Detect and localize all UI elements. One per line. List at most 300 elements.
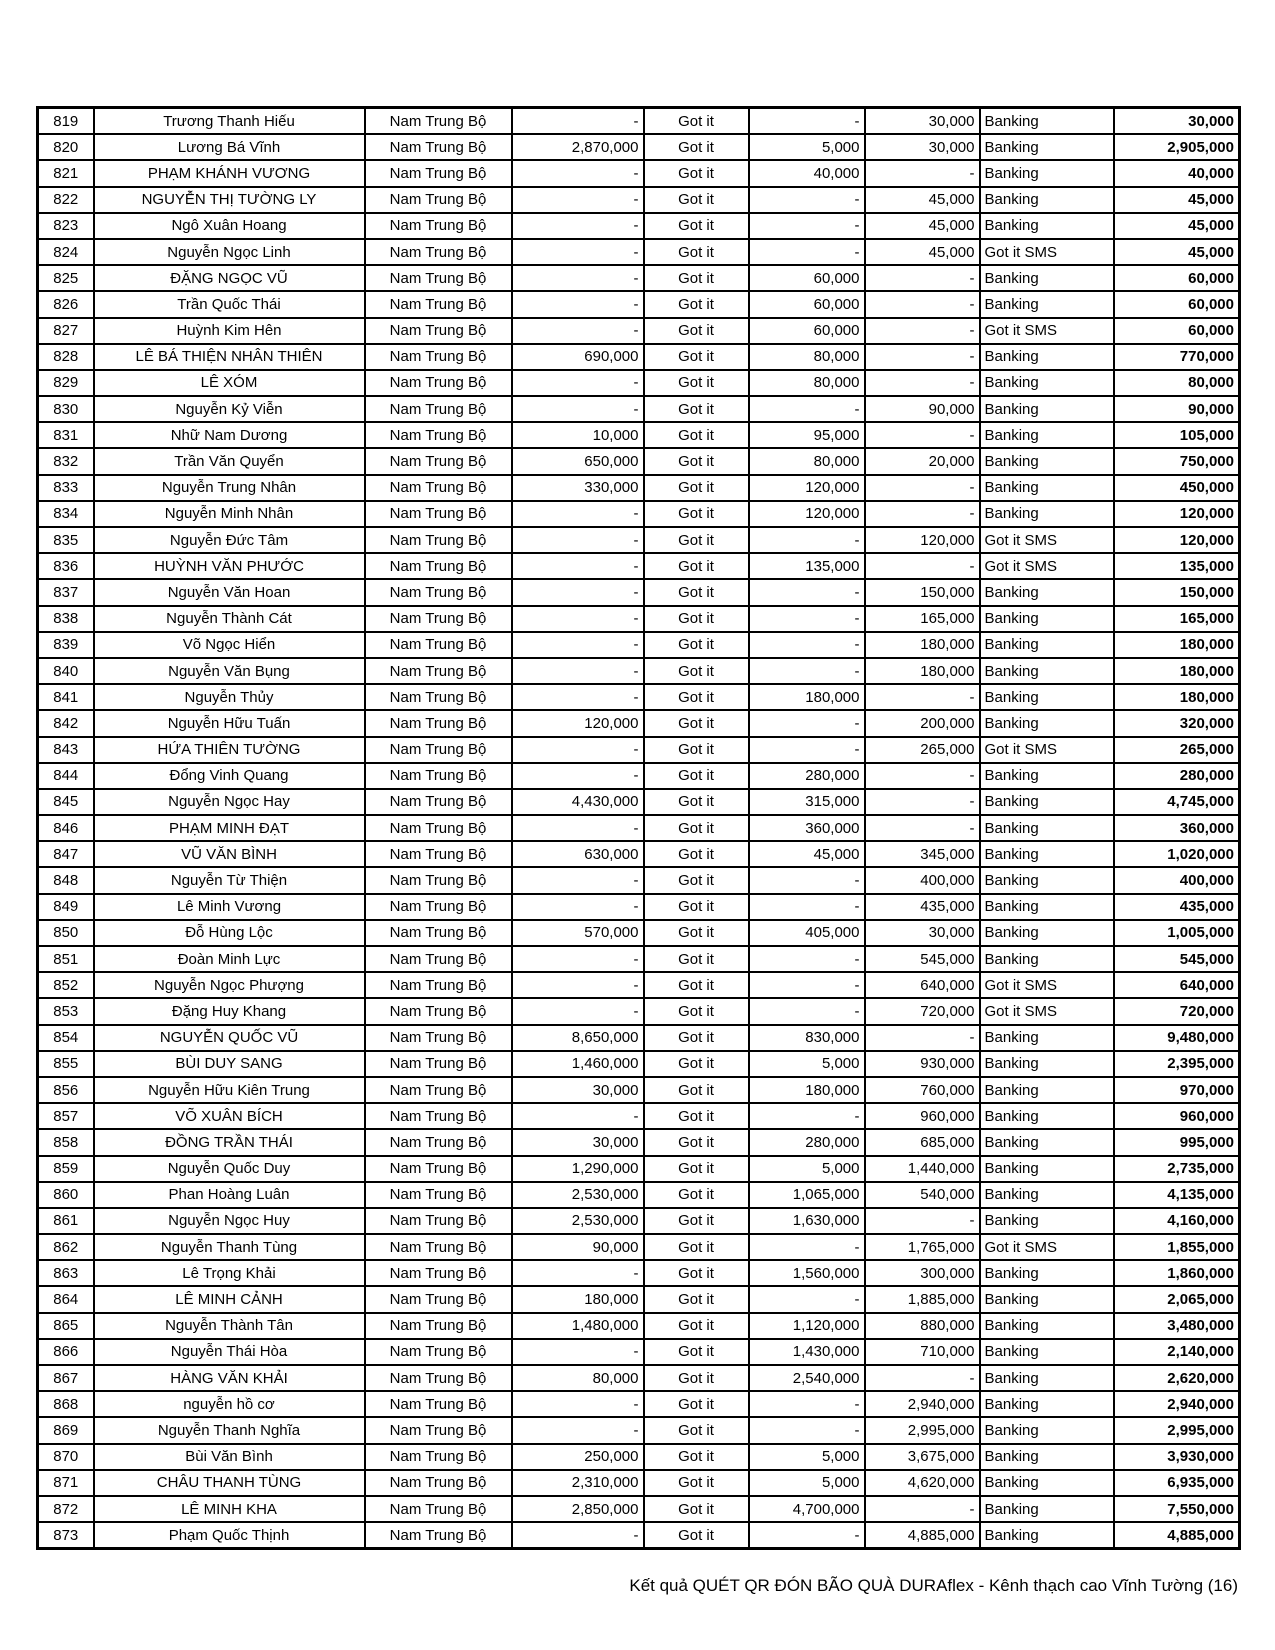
row-number-cell: 840 — [38, 658, 94, 684]
region-cell: Nam Trung Bộ — [365, 1182, 512, 1208]
name-cell: Nguyễn Thành Cát — [94, 606, 365, 632]
name-cell: BÙI DUY SANG — [94, 1051, 365, 1077]
scan-amount-cell: 1,480,000 — [512, 1313, 644, 1339]
bonus-amount-2-cell: 880,000 — [865, 1313, 980, 1339]
scan-amount-cell: - — [512, 972, 644, 998]
bonus-amount-1-cell: - — [749, 606, 865, 632]
table-row — [38, 1496, 1240, 1522]
name-cell: Nguyễn Văn Bụng — [94, 658, 365, 684]
region-cell: Nam Trung Bộ — [365, 1025, 512, 1051]
status-cell: Got it — [644, 344, 749, 370]
payment-method-cell: Banking — [980, 1444, 1114, 1470]
row-number-cell: 864 — [38, 1286, 94, 1312]
row-number-cell: 830 — [38, 396, 94, 422]
row-number-cell: 838 — [38, 606, 94, 632]
status-cell: Got it — [644, 894, 749, 920]
bonus-amount-1-cell: 120,000 — [749, 475, 865, 501]
bonus-amount-2-cell: - — [865, 265, 980, 291]
bonus-amount-1-cell: 180,000 — [749, 684, 865, 710]
name-cell: Nguyễn Văn Hoan — [94, 579, 365, 605]
table-row — [38, 108, 1240, 135]
table-row — [38, 1444, 1240, 1470]
payment-method-cell: Banking — [980, 1156, 1114, 1182]
status-cell: Got it — [644, 370, 749, 396]
name-cell: PHẠM KHÁNH VƯƠNG — [94, 160, 365, 186]
row-number-cell: 835 — [38, 527, 94, 553]
name-cell: Nguyễn Thanh Nghĩa — [94, 1417, 365, 1443]
scan-amount-cell: - — [512, 815, 644, 841]
name-cell: HUỲNH VĂN PHƯỚC — [94, 553, 365, 579]
bonus-amount-1-cell: - — [749, 1286, 865, 1312]
scan-amount-cell: 330,000 — [512, 475, 644, 501]
table-row — [38, 1129, 1240, 1155]
region-cell: Nam Trung Bộ — [365, 1365, 512, 1391]
bonus-amount-2-cell: 45,000 — [865, 239, 980, 265]
total-amount-cell: 150,000 — [1114, 579, 1240, 605]
total-amount-cell: 1,020,000 — [1114, 841, 1240, 867]
status-cell: Got it — [644, 1077, 749, 1103]
status-cell: Got it — [644, 1365, 749, 1391]
region-cell: Nam Trung Bộ — [365, 1103, 512, 1129]
total-amount-cell: 970,000 — [1114, 1077, 1240, 1103]
bonus-amount-1-cell: 1,065,000 — [749, 1182, 865, 1208]
bonus-amount-1-cell: - — [749, 527, 865, 553]
bonus-amount-1-cell: - — [749, 946, 865, 972]
name-cell: Bùi Văn Bình — [94, 1444, 365, 1470]
scan-amount-cell: 650,000 — [512, 448, 644, 474]
name-cell: Trần Quốc Thái — [94, 291, 365, 317]
name-cell: Nguyễn Trung Nhân — [94, 475, 365, 501]
payment-method-cell: Banking — [980, 579, 1114, 605]
status-cell: Got it — [644, 160, 749, 186]
total-amount-cell: 320,000 — [1114, 710, 1240, 736]
status-cell: Got it — [644, 1470, 749, 1496]
row-number-cell: 833 — [38, 475, 94, 501]
table-row — [38, 1208, 1240, 1234]
bonus-amount-2-cell: 2,995,000 — [865, 1417, 980, 1443]
payment-method-cell: Banking — [980, 422, 1114, 448]
table-row — [38, 344, 1240, 370]
bonus-amount-2-cell: - — [865, 318, 980, 344]
scan-amount-cell: - — [512, 1260, 644, 1286]
name-cell: Nguyễn Thành Tân — [94, 1313, 365, 1339]
table-row — [38, 658, 1240, 684]
region-cell: Nam Trung Bộ — [365, 187, 512, 213]
region-cell: Nam Trung Bộ — [365, 972, 512, 998]
table-row — [38, 370, 1240, 396]
total-amount-cell: 60,000 — [1114, 291, 1240, 317]
table-row — [38, 265, 1240, 291]
status-cell: Got it — [644, 1156, 749, 1182]
region-cell: Nam Trung Bộ — [365, 213, 512, 239]
bonus-amount-2-cell: 640,000 — [865, 972, 980, 998]
region-cell: Nam Trung Bộ — [365, 763, 512, 789]
bonus-amount-1-cell: - — [749, 579, 865, 605]
status-cell: Got it — [644, 213, 749, 239]
bonus-amount-1-cell: 180,000 — [749, 1077, 865, 1103]
payment-method-cell: Banking — [980, 265, 1114, 291]
region-cell: Nam Trung Bộ — [365, 815, 512, 841]
bonus-amount-2-cell: 265,000 — [865, 737, 980, 763]
row-number-cell: 853 — [38, 998, 94, 1024]
row-number-cell: 871 — [38, 1470, 94, 1496]
payment-method-cell: Banking — [980, 710, 1114, 736]
bonus-amount-2-cell: 540,000 — [865, 1182, 980, 1208]
payment-method-cell: Banking — [980, 1129, 1114, 1155]
name-cell: ĐỒNG TRẦN THÁI — [94, 1129, 365, 1155]
status-cell: Got it — [644, 291, 749, 317]
bonus-amount-1-cell: 40,000 — [749, 160, 865, 186]
payment-method-cell: Banking — [980, 475, 1114, 501]
region-cell: Nam Trung Bộ — [365, 1077, 512, 1103]
row-number-cell: 865 — [38, 1313, 94, 1339]
scan-amount-cell: 180,000 — [512, 1286, 644, 1312]
total-amount-cell: 120,000 — [1114, 527, 1240, 553]
bonus-amount-2-cell: 30,000 — [865, 108, 980, 135]
scan-amount-cell: 250,000 — [512, 1444, 644, 1470]
region-cell: Nam Trung Bộ — [365, 867, 512, 893]
results-table — [36, 106, 1241, 1550]
row-number-cell: 839 — [38, 632, 94, 658]
table-row — [38, 1470, 1240, 1496]
table-row — [38, 998, 1240, 1024]
region-cell: Nam Trung Bộ — [365, 658, 512, 684]
bonus-amount-1-cell: - — [749, 1417, 865, 1443]
region-cell: Nam Trung Bộ — [365, 998, 512, 1024]
payment-method-cell: Banking — [980, 160, 1114, 186]
row-number-cell: 825 — [38, 265, 94, 291]
total-amount-cell: 180,000 — [1114, 658, 1240, 684]
row-number-cell: 843 — [38, 737, 94, 763]
bonus-amount-2-cell: 400,000 — [865, 867, 980, 893]
region-cell: Nam Trung Bộ — [365, 527, 512, 553]
bonus-amount-1-cell: 2,540,000 — [749, 1365, 865, 1391]
row-number-cell: 851 — [38, 946, 94, 972]
status-cell: Got it — [644, 579, 749, 605]
name-cell: Trần Văn Quyển — [94, 448, 365, 474]
name-cell: Phan Hoàng Luân — [94, 1182, 365, 1208]
name-cell: PHẠM MINH ĐẠT — [94, 815, 365, 841]
scan-amount-cell: 1,290,000 — [512, 1156, 644, 1182]
payment-method-cell: Banking — [980, 448, 1114, 474]
table-row — [38, 1025, 1240, 1051]
bonus-amount-1-cell: - — [749, 632, 865, 658]
bonus-amount-2-cell: 4,885,000 — [865, 1522, 980, 1549]
table-row — [38, 422, 1240, 448]
table-row — [38, 1339, 1240, 1365]
payment-method-cell: Banking — [980, 396, 1114, 422]
scan-amount-cell: 1,460,000 — [512, 1051, 644, 1077]
status-cell: Got it — [644, 134, 749, 160]
payment-method-cell: Banking — [980, 1391, 1114, 1417]
bonus-amount-2-cell: - — [865, 501, 980, 527]
row-number-cell: 828 — [38, 344, 94, 370]
region-cell: Nam Trung Bộ — [365, 1129, 512, 1155]
table-row — [38, 291, 1240, 317]
payment-method-cell: Banking — [980, 1365, 1114, 1391]
scan-amount-cell: - — [512, 370, 644, 396]
bonus-amount-2-cell: - — [865, 475, 980, 501]
bonus-amount-2-cell: - — [865, 1496, 980, 1522]
table-row — [38, 606, 1240, 632]
bonus-amount-1-cell: - — [749, 1103, 865, 1129]
table-row — [38, 737, 1240, 763]
scan-amount-cell: - — [512, 553, 644, 579]
name-cell: Nguyễn Ngọc Huy — [94, 1208, 365, 1234]
scan-amount-cell: - — [512, 579, 644, 605]
region-cell: Nam Trung Bộ — [365, 265, 512, 291]
total-amount-cell: 135,000 — [1114, 553, 1240, 579]
payment-method-cell: Banking — [980, 1077, 1114, 1103]
table-row — [38, 972, 1240, 998]
payment-method-cell: Got it SMS — [980, 972, 1114, 998]
region-cell: Nam Trung Bộ — [365, 1051, 512, 1077]
payment-method-cell: Banking — [980, 1522, 1114, 1549]
total-amount-cell: 1,855,000 — [1114, 1234, 1240, 1260]
status-cell: Got it — [644, 1025, 749, 1051]
table-row — [38, 763, 1240, 789]
payment-method-cell: Banking — [980, 841, 1114, 867]
name-cell: Nguyễn Ngọc Linh — [94, 239, 365, 265]
scan-amount-cell: - — [512, 187, 644, 213]
status-cell: Got it — [644, 553, 749, 579]
name-cell: Đổng Vinh Quang — [94, 763, 365, 789]
total-amount-cell: 435,000 — [1114, 894, 1240, 920]
total-amount-cell: 2,395,000 — [1114, 1051, 1240, 1077]
results-table-body — [38, 108, 1240, 1549]
scan-amount-cell: - — [512, 239, 644, 265]
status-cell: Got it — [644, 684, 749, 710]
row-number-cell: 852 — [38, 972, 94, 998]
region-cell: Nam Trung Bộ — [365, 239, 512, 265]
payment-method-cell: Banking — [980, 1286, 1114, 1312]
bonus-amount-2-cell: - — [865, 553, 980, 579]
bonus-amount-1-cell: - — [749, 396, 865, 422]
payment-method-cell: Got it SMS — [980, 527, 1114, 553]
total-amount-cell: 3,930,000 — [1114, 1444, 1240, 1470]
total-amount-cell: 4,885,000 — [1114, 1522, 1240, 1549]
name-cell: LÊ BÁ THIỆN NHÂN THIÊN — [94, 344, 365, 370]
bonus-amount-1-cell: - — [749, 187, 865, 213]
bonus-amount-2-cell: - — [865, 160, 980, 186]
scan-amount-cell: - — [512, 160, 644, 186]
bonus-amount-1-cell: 315,000 — [749, 789, 865, 815]
bonus-amount-1-cell: - — [749, 737, 865, 763]
bonus-amount-2-cell: 760,000 — [865, 1077, 980, 1103]
bonus-amount-1-cell: 5,000 — [749, 1470, 865, 1496]
name-cell: VŨ VĂN BÌNH — [94, 841, 365, 867]
table-row — [38, 1286, 1240, 1312]
bonus-amount-1-cell: 5,000 — [749, 134, 865, 160]
bonus-amount-1-cell: - — [749, 239, 865, 265]
status-cell: Got it — [644, 920, 749, 946]
payment-method-cell: Banking — [980, 108, 1114, 135]
region-cell: Nam Trung Bộ — [365, 1234, 512, 1260]
bonus-amount-1-cell: - — [749, 1234, 865, 1260]
region-cell: Nam Trung Bộ — [365, 1286, 512, 1312]
row-number-cell: 844 — [38, 763, 94, 789]
status-cell: Got it — [644, 318, 749, 344]
scan-amount-cell: 2,870,000 — [512, 134, 644, 160]
region-cell: Nam Trung Bộ — [365, 946, 512, 972]
bonus-amount-1-cell: 5,000 — [749, 1156, 865, 1182]
status-cell: Got it — [644, 475, 749, 501]
region-cell: Nam Trung Bộ — [365, 1208, 512, 1234]
region-cell: Nam Trung Bộ — [365, 1417, 512, 1443]
table-row — [38, 527, 1240, 553]
scan-amount-cell: 2,530,000 — [512, 1182, 644, 1208]
region-cell: Nam Trung Bộ — [365, 134, 512, 160]
status-cell: Got it — [644, 1522, 749, 1549]
region-cell: Nam Trung Bộ — [365, 1313, 512, 1339]
bonus-amount-1-cell: 280,000 — [749, 1129, 865, 1155]
table-row — [38, 1182, 1240, 1208]
payment-method-cell: Banking — [980, 789, 1114, 815]
region-cell: Nam Trung Bộ — [365, 710, 512, 736]
scan-amount-cell: 8,650,000 — [512, 1025, 644, 1051]
scan-amount-cell: - — [512, 763, 644, 789]
region-cell: Nam Trung Bộ — [365, 396, 512, 422]
total-amount-cell: 3,480,000 — [1114, 1313, 1240, 1339]
name-cell: Đoàn Minh Lực — [94, 946, 365, 972]
row-number-cell: 842 — [38, 710, 94, 736]
status-cell: Got it — [644, 1051, 749, 1077]
bonus-amount-1-cell: 95,000 — [749, 422, 865, 448]
payment-method-cell: Banking — [980, 867, 1114, 893]
total-amount-cell: 750,000 — [1114, 448, 1240, 474]
row-number-cell: 831 — [38, 422, 94, 448]
table-row — [38, 1051, 1240, 1077]
total-amount-cell: 2,735,000 — [1114, 1156, 1240, 1182]
bonus-amount-2-cell: 685,000 — [865, 1129, 980, 1155]
payment-method-cell: Got it SMS — [980, 318, 1114, 344]
name-cell: LÊ MINH KHA — [94, 1496, 365, 1522]
status-cell: Got it — [644, 1313, 749, 1339]
bonus-amount-1-cell: - — [749, 867, 865, 893]
total-amount-cell: 280,000 — [1114, 763, 1240, 789]
total-amount-cell: 9,480,000 — [1114, 1025, 1240, 1051]
region-cell: Nam Trung Bộ — [365, 1260, 512, 1286]
scan-amount-cell: - — [512, 998, 644, 1024]
bonus-amount-2-cell: 20,000 — [865, 448, 980, 474]
region-cell: Nam Trung Bộ — [365, 632, 512, 658]
payment-method-cell: Banking — [980, 187, 1114, 213]
total-amount-cell: 40,000 — [1114, 160, 1240, 186]
scan-amount-cell: - — [512, 291, 644, 317]
total-amount-cell: 400,000 — [1114, 867, 1240, 893]
status-cell: Got it — [644, 396, 749, 422]
bonus-amount-2-cell: - — [865, 815, 980, 841]
bonus-amount-1-cell: - — [749, 1522, 865, 1549]
name-cell: Lê Trọng Khải — [94, 1260, 365, 1286]
row-number-cell: 850 — [38, 920, 94, 946]
table-row — [38, 684, 1240, 710]
total-amount-cell: 450,000 — [1114, 475, 1240, 501]
name-cell: Phạm Quốc Thịnh — [94, 1522, 365, 1549]
table-row — [38, 448, 1240, 474]
table-row — [38, 1156, 1240, 1182]
payment-method-cell: Banking — [980, 1417, 1114, 1443]
bonus-amount-1-cell: 60,000 — [749, 318, 865, 344]
status-cell: Got it — [644, 632, 749, 658]
bonus-amount-2-cell: 930,000 — [865, 1051, 980, 1077]
name-cell: nguyễn hồ cơ — [94, 1391, 365, 1417]
scan-amount-cell: - — [512, 108, 644, 135]
table-row — [38, 134, 1240, 160]
row-number-cell: 837 — [38, 579, 94, 605]
bonus-amount-2-cell: 30,000 — [865, 134, 980, 160]
total-amount-cell: 120,000 — [1114, 501, 1240, 527]
payment-method-cell: Banking — [980, 632, 1114, 658]
status-cell: Got it — [644, 972, 749, 998]
payment-method-cell: Banking — [980, 894, 1114, 920]
total-amount-cell: 6,935,000 — [1114, 1470, 1240, 1496]
payment-method-cell: Banking — [980, 1208, 1114, 1234]
bonus-amount-2-cell: - — [865, 291, 980, 317]
table-row — [38, 1391, 1240, 1417]
row-number-cell: 819 — [38, 108, 94, 135]
bonus-amount-2-cell: 180,000 — [865, 658, 980, 684]
payment-method-cell: Got it SMS — [980, 998, 1114, 1024]
bonus-amount-2-cell: 4,620,000 — [865, 1470, 980, 1496]
region-cell: Nam Trung Bộ — [365, 160, 512, 186]
name-cell: Đặng Huy Khang — [94, 998, 365, 1024]
payment-method-cell: Banking — [980, 1260, 1114, 1286]
bonus-amount-1-cell: 135,000 — [749, 553, 865, 579]
total-amount-cell: 45,000 — [1114, 239, 1240, 265]
total-amount-cell: 640,000 — [1114, 972, 1240, 998]
name-cell: Nguyễn Đức Tâm — [94, 527, 365, 553]
row-number-cell: 836 — [38, 553, 94, 579]
bonus-amount-2-cell: 1,885,000 — [865, 1286, 980, 1312]
status-cell: Got it — [644, 867, 749, 893]
region-cell: Nam Trung Bộ — [365, 684, 512, 710]
row-number-cell: 847 — [38, 841, 94, 867]
total-amount-cell: 2,620,000 — [1114, 1365, 1240, 1391]
status-cell: Got it — [644, 763, 749, 789]
bonus-amount-2-cell: 1,440,000 — [865, 1156, 980, 1182]
row-number-cell: 858 — [38, 1129, 94, 1155]
status-cell: Got it — [644, 239, 749, 265]
scan-amount-cell: - — [512, 632, 644, 658]
status-cell: Got it — [644, 737, 749, 763]
scan-amount-cell: - — [512, 606, 644, 632]
name-cell: HÀNG VĂN KHẢI — [94, 1365, 365, 1391]
row-number-cell: 860 — [38, 1182, 94, 1208]
total-amount-cell: 2,940,000 — [1114, 1391, 1240, 1417]
name-cell: Nguyễn Ngọc Phượng — [94, 972, 365, 998]
scan-amount-cell: 90,000 — [512, 1234, 644, 1260]
status-cell: Got it — [644, 265, 749, 291]
row-number-cell: 822 — [38, 187, 94, 213]
payment-method-cell: Got it SMS — [980, 553, 1114, 579]
payment-method-cell: Banking — [980, 134, 1114, 160]
total-amount-cell: 4,135,000 — [1114, 1182, 1240, 1208]
region-cell: Nam Trung Bộ — [365, 344, 512, 370]
scan-amount-cell: - — [512, 894, 644, 920]
total-amount-cell: 165,000 — [1114, 606, 1240, 632]
status-cell: Got it — [644, 1129, 749, 1155]
scan-amount-cell: - — [512, 1417, 644, 1443]
table-row — [38, 1417, 1240, 1443]
payment-method-cell: Banking — [980, 1313, 1114, 1339]
region-cell: Nam Trung Bộ — [365, 318, 512, 344]
payment-method-cell: Got it SMS — [980, 1234, 1114, 1260]
total-amount-cell: 90,000 — [1114, 396, 1240, 422]
bonus-amount-2-cell: 3,675,000 — [865, 1444, 980, 1470]
row-number-cell: 823 — [38, 213, 94, 239]
bonus-amount-1-cell: 60,000 — [749, 265, 865, 291]
